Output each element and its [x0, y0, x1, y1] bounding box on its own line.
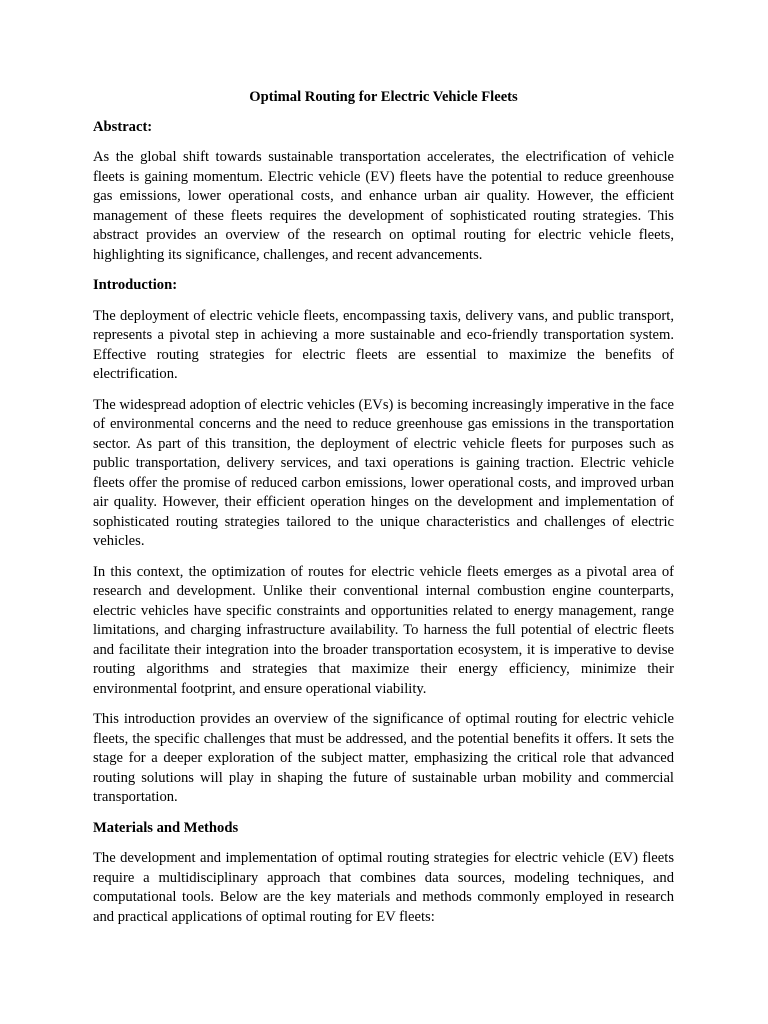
materials-methods-paragraph: The development and implementation of optimal routing strategies for electric vehicle (EV) fleets require a multidisciplinary approach that combines data sources, modeling techniques, and computational tools. Below are the key materials and methods commonly employed in research and practical applications of optimal routing for EV fleets: [93, 850, 674, 925]
abstract-heading: Abstract: [93, 118, 153, 135]
introduction-heading: Introduction: [93, 277, 178, 293]
document-title: Optimal Routing for Electric Vehicle Fleets [249, 89, 518, 105]
introduction-paragraph-1: The deployment of electric vehicle fleets, encompassing taxis, delivery vans, and public transport, represents a pivotal step in achieving a more sustainable and eco-friendly transportation system. Effective routing strategies for electric fleets are essential to maximize the benefits of electrification. [93, 307, 674, 382]
document-page [93, 88, 674, 938]
introduction-paragraph-3: In this context, the optimization of routes for electric vehicle fleets emerges as a pivotal area of research and development. Unlike their conventional internal combustion engine counterparts, electric vehicles have specific constraints and opportunities related to energy management, range limitations, and charging infrastructure availability. To harness the full potential of electric fleets and facilitate their integration into the broader transportation ecosystem, it is imperative to devise routing algorithms and strategies that maximize their energy efficiency, minimize their environmental footprint, and ensure operational viability. [93, 563, 674, 697]
introduction-paragraph-4: This introduction provides an overview of the significance of optimal routing for electric vehicle fleets, the specific challenges that must be addressed, and the potential benefits it offers. It sets the stage for a deeper exploration of the subject matter, emphasizing the critical role that advanced routing solutions will play in shaping the future of sustainable urban mobility and commercial transportation. [93, 711, 674, 805]
materials-methods-heading: Materials and Methods [93, 819, 239, 836]
introduction-paragraph-2: The widespread adoption of electric vehicles (EVs) is becoming increasingly imperative in the face of environmental concerns and the need to reduce greenhouse gas emissions in the transportation sector. As part of this transition, the deployment of electric vehicle fleets for purposes such as public transportation, delivery services, and taxi operations is gaining traction. Electric vehicle fleets offer the promise of reduced carbon emissions, lower operational costs, and improved urban air quality. However, their efficient operation hinges on the development and implementation of sophisticated routing strategies tailored to the unique characteristics and challenges of electric vehicles. [93, 396, 674, 549]
abstract-paragraph: As the global shift towards sustainable transportation accelerates, the electrification of vehicle fleets is gaining momentum. Electric vehicle (EV) fleets have the potential to reduce greenhouse gas emissions, lower operational costs, and enhance urban air quality. However, the efficient management of these fleets requires the development of sophisticated routing strategies. This abstract provides an overview of the research on optimal routing for electric vehicle fleets, highlighting its significance, challenges, and recent advancements. [93, 149, 674, 263]
